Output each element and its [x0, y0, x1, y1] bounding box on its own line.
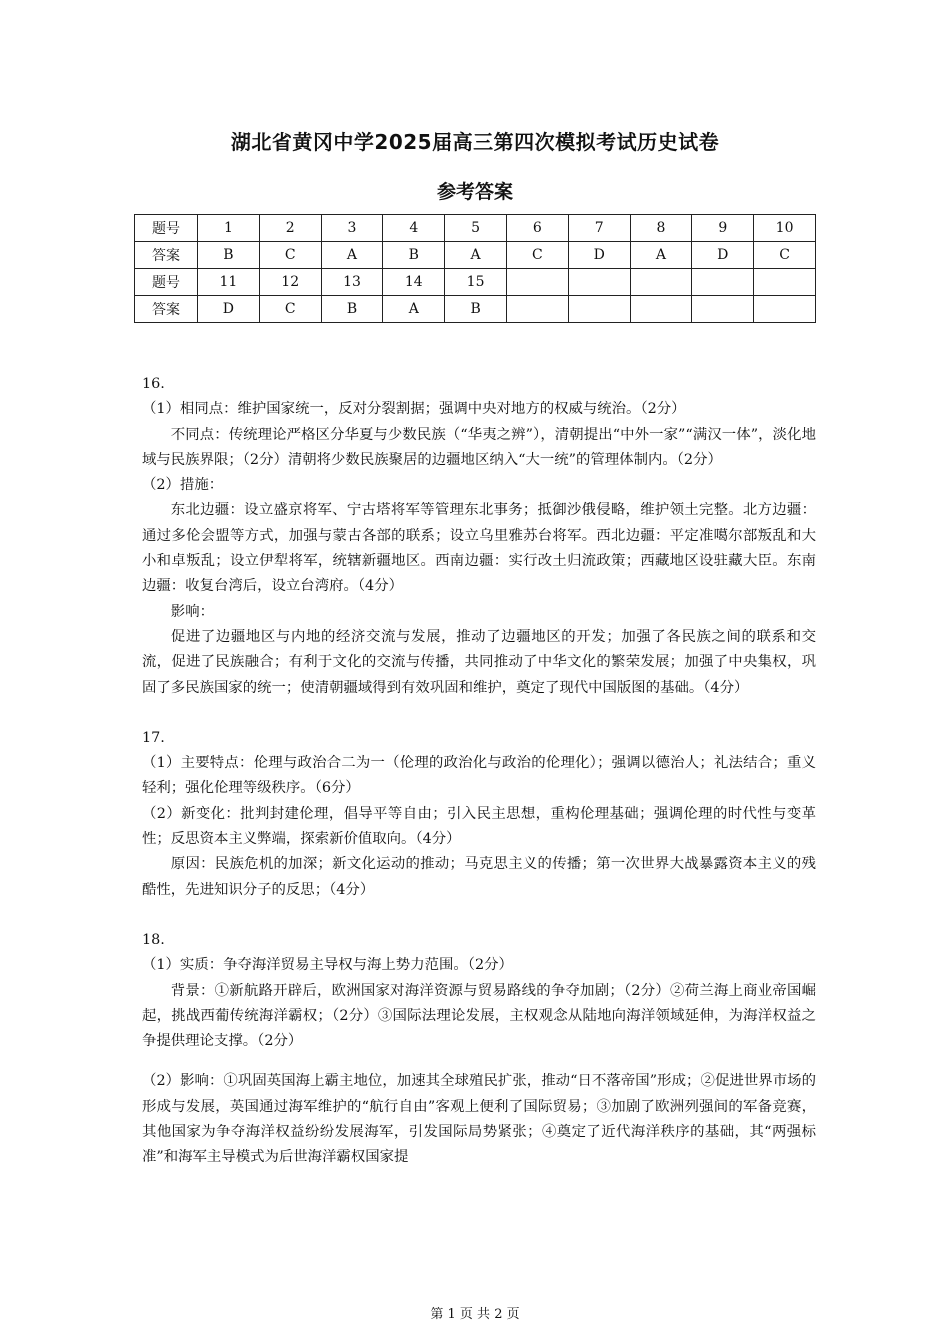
table-cell: 11 [198, 269, 260, 296]
q16-part2-label: （2）措施： [142, 477, 224, 494]
document-title: 湖北省黄冈中学2025届高三第四次模拟考试历史试卷 [230, 130, 720, 154]
q16-impact: 促进了边疆地区与内地的经济交流与发展，推动了边疆地区的开发；加强了各民族之间的联系和交流，促进了民族融合；有利于文化的交流与传播，共同推动了中华文化的繁荣发展；加强了中央集权，巩固了多民族国家的统一；使清朝疆域得到有效巩固和维护，奠定了现代中国版图的基础。（4分） [142, 628, 816, 696]
table-cell: 8 [630, 215, 692, 242]
question-17-number: 17. [142, 729, 165, 746]
table-cell: 14 [383, 269, 445, 296]
table-cell: C [259, 296, 321, 323]
table-cell [754, 269, 816, 296]
table-cell [568, 296, 630, 323]
table-cell: 9 [692, 215, 754, 242]
table-cell: 答案 [135, 242, 198, 269]
table-cell [754, 296, 816, 323]
table-cell: 5 [445, 215, 507, 242]
q16-part2-measures: 东北边疆：设立盛京将军、宁古塔将军等管理东北事务；抵御沙俄侵略，维护领土完整。北方边疆：通过多伦会盟等方式，加强与蒙古各部的联系；设立乌里雅苏台将军。西北边疆：平定准噶尔部叛乱和大小和卓叛乱；设立伊犁将军，统辖新疆地区。西南边疆：实行改土归流政策；西藏地区设驻藏大臣。东南边疆：收复台湾后，设立台湾府。（4分） [142, 502, 816, 595]
table-cell: B [445, 296, 507, 323]
table-cell: 10 [754, 215, 816, 242]
table-cell: 6 [506, 215, 568, 242]
table-row [135, 242, 816, 269]
question-16-number: 16. [142, 376, 165, 392]
table-cell: 12 [259, 269, 321, 296]
table-cell: 1 [198, 215, 260, 242]
table-cell: A [383, 296, 445, 323]
table-cell [630, 269, 692, 296]
table-cell: 题号 [135, 215, 198, 242]
q17-part2: （2）新变化：批判封建伦理，倡导平等自由；引入民主思想，重构伦理基础；强调伦理的时代性与变革性；反思资本主义弊端，探索新价值取向。（4分） [142, 805, 816, 848]
q16-part1-difference: 不同点：传统理论严格区分华夏与少数民族（“华夷之辨”），清朝提出“中外一家”“满汉一体”，淡化地域与民族界限；（2分）清朝将少数民族聚居的边疆地区纳入“大一统”的管理体制内。（2分） [142, 426, 816, 468]
q16-impact-label: 影响： [170, 603, 214, 620]
table-cell: A [321, 242, 383, 269]
q16-part1-similarity: （1）相同点：维护国家统一，反对分裂割据；强调中央对地方的权威与统治。（2分） [142, 401, 686, 418]
table-cell: C [754, 242, 816, 269]
table-cell: 4 [383, 215, 445, 242]
table-cell [506, 269, 568, 296]
table-row [135, 296, 816, 323]
table-cell [692, 296, 754, 323]
table-row [135, 269, 816, 296]
question-18-number: 18. [142, 931, 165, 948]
table-cell: 2 [259, 215, 321, 242]
table-cell: D [198, 296, 260, 323]
q18-part2-impact: （2）影响：①巩固英国海上霸主地位，加速其全球殖民扩张，推动“日不落帝国”形成；②促进世界市场的形成与发展，英国通过海军维护的“航行自由”客观上便利了国际贸易；③加剧了欧洲列强间的军备竞赛，其他国家为争夺海洋权益纷纷发展海军，引发国际局势紧张；④奠定了近代海洋秩序的基础，其“两强标准”和海军主导模式为后世海洋霸权国家提 [142, 1073, 816, 1166]
table-cell: B [383, 242, 445, 269]
table-cell: A [445, 242, 507, 269]
table-cell: 答案 [135, 296, 198, 323]
q18-part1: （1）实质：争夺海洋贸易主导权与海上势力范围。（2分） [142, 957, 513, 974]
table-cell: D [568, 242, 630, 269]
table-cell [692, 269, 754, 296]
table-cell: B [198, 242, 260, 269]
q17-part1: （1）主要特点：伦理与政治合二为一（伦理的政治化与政治的伦理化）；强调以德治人；礼法结合；重义轻利；强化伦理等级秩序。（6分） [142, 755, 816, 797]
answer-table [134, 214, 816, 323]
table-cell: 15 [445, 269, 507, 296]
answer-body [142, 372, 816, 1171]
table-cell: 13 [321, 269, 383, 296]
table-cell: C [259, 242, 321, 269]
table-row [135, 215, 816, 242]
table-cell [506, 296, 568, 323]
table-cell: C [506, 242, 568, 269]
table-cell: 7 [568, 215, 630, 242]
table-cell: B [321, 296, 383, 323]
table-cell: 题号 [135, 269, 198, 296]
table-cell [630, 296, 692, 323]
table-cell: 3 [321, 215, 383, 242]
q18-background: 背景：①新航路开辟后，欧洲国家对海洋资源与贸易路线的争夺加剧；（2分）②荷兰海上商业帝国崛起，挑战西葡传统海洋霸权；（2分）③国际法理论发展，主权观念从陆地向海洋领域延伸，为海洋权益之争提供理论支撑。（2分） [142, 982, 816, 1050]
page-footer: 第 1 页 共 2 页 [430, 1307, 520, 1322]
q17-reasons: 原因：民族危机的加深；新文化运动的推动；马克思主义的传播；第一次世界大战暴露资本主义的残酷性，先进知识分子的反思；（4分） [142, 856, 816, 898]
table-cell [568, 269, 630, 296]
table-cell: A [630, 242, 692, 269]
document-subtitle: 参考答案 [436, 181, 513, 203]
table-cell: D [692, 242, 754, 269]
